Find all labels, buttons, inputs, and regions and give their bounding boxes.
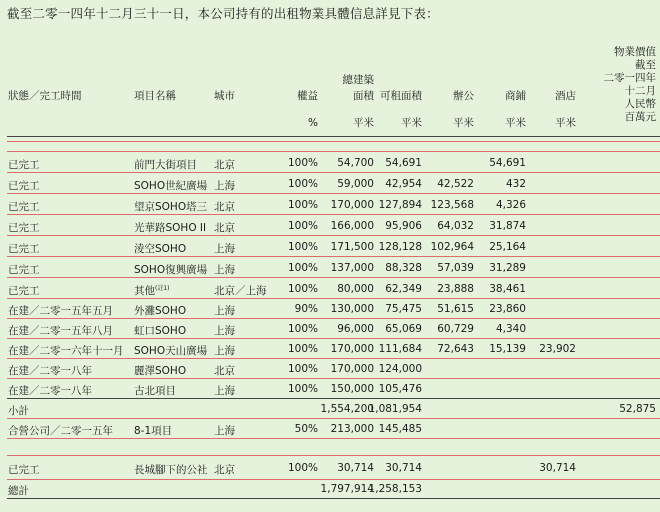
cell-gfa: 150,000 (330, 383, 374, 395)
cell-project: 8-1項目 (134, 425, 173, 437)
table-row (0, 197, 660, 213)
cell-project: 長城腳下的公社 (134, 464, 208, 476)
cell-retail: 31,289 (489, 262, 526, 274)
cell-city: 上海 (214, 425, 235, 437)
cell-gfa: 130,000 (330, 303, 374, 315)
rule-line (7, 418, 660, 419)
cell-interest: 50% (294, 423, 318, 435)
rule-line (7, 193, 660, 194)
cell-status: 已完工 (8, 180, 40, 192)
cell-project: 麗澤SOHO (134, 365, 187, 377)
header-gfa-line1: 總建築 (342, 74, 374, 86)
header-value-line: 截至 (635, 59, 656, 71)
cell-project: 外灘SOHO (134, 305, 187, 317)
cell-project: 望京SOHO塔三 (134, 201, 208, 213)
cell-office: 72,643 (437, 343, 474, 355)
footnote-marker: (註1) (155, 285, 170, 292)
table-row (0, 260, 660, 276)
cell-city: 上海 (214, 345, 235, 357)
cell-status: 在建／二零一五年八月 (8, 325, 113, 337)
header-value (586, 46, 656, 124)
cell-gfa: 170,000 (330, 363, 374, 375)
rule-line (7, 318, 660, 319)
cell-gfa: 80,000 (337, 283, 374, 295)
rule-line (7, 378, 660, 379)
table-row (0, 381, 660, 397)
cell-status: 已完工 (8, 201, 40, 213)
cell-leasable: 111,684 (378, 343, 422, 355)
cell-leasable: 127,894 (378, 199, 422, 211)
cell-project: 虹口SOHO (134, 325, 187, 337)
cell-interest: 90% (294, 303, 318, 315)
rule-line (7, 298, 660, 299)
cell-retail: 54,691 (489, 157, 526, 169)
cell-leasable: 30,714 (385, 462, 422, 474)
table-row (0, 421, 660, 437)
cell-retail: 15,139 (489, 343, 526, 355)
cell-city: 上海 (214, 325, 235, 337)
cell-gfa: 213,000 (330, 423, 374, 435)
cell-project: SOHO天山廣場 (134, 345, 208, 357)
header-city: 城市 (214, 90, 235, 102)
cell-project: 前門大街項目 (134, 159, 197, 171)
cell-leasable: 75,475 (385, 303, 422, 315)
cell-city: 上海 (214, 305, 235, 317)
cell-value: 52,875 (619, 403, 656, 415)
rule-line (7, 398, 660, 399)
rule-line (7, 151, 660, 152)
table-row-total (0, 481, 660, 497)
cell-gfa: 1,797,914 (320, 483, 374, 495)
cell-office: 23,888 (437, 283, 474, 295)
cell-gfa: 54,700 (337, 157, 374, 169)
intro-text: 截至二零一四年十二月三十一日，本公司持有的出租物業具體信息詳見下表： (7, 6, 439, 21)
cell-status: 已完工 (8, 243, 40, 255)
cell-project: 古北項目 (134, 385, 176, 397)
cell-interest: 100% (287, 323, 318, 335)
cell-project: SOHO復興廣場 (134, 264, 208, 276)
cell-gfa: 170,000 (330, 343, 374, 355)
header-interest-unit: % (308, 117, 318, 129)
cell-office: 123,568 (430, 199, 474, 211)
header-retail: 商鋪 (505, 90, 526, 102)
cell-city: 北京 (214, 365, 235, 377)
header-office: 辦公 (453, 90, 474, 102)
cell-city: 北京 (214, 201, 235, 213)
header-office-unit: 平米 (453, 117, 474, 129)
cell-gfa: 137,000 (330, 262, 374, 274)
cell-leasable: 124,000 (378, 363, 422, 375)
rule-line (7, 358, 660, 359)
cell-hotel: 30,714 (539, 462, 576, 474)
header-project: 項目名稱 (134, 90, 176, 102)
rule-line (7, 214, 660, 215)
table-row (0, 239, 660, 255)
cell-gfa: 96,000 (337, 323, 374, 335)
cell-status: 已完工 (8, 222, 40, 234)
header-hotel: 酒店 (555, 90, 576, 102)
header-value-line: 十二月 (624, 85, 656, 97)
cell-leasable: 54,691 (385, 157, 422, 169)
header-leasable: 可租面積 (380, 90, 422, 102)
cell-status: 已完工 (8, 285, 40, 297)
cell-leasable: 1,081,954 (368, 403, 422, 415)
cell-office: 57,039 (437, 262, 474, 274)
table-row (0, 176, 660, 192)
table-row (0, 321, 660, 337)
rule-line (7, 479, 660, 480)
table-row (0, 281, 660, 297)
cell-gfa: 166,000 (330, 220, 374, 232)
rule-line (7, 141, 660, 142)
table-row (0, 218, 660, 234)
cell-leasable: 42,954 (385, 178, 422, 190)
cell-office: 64,032 (437, 220, 474, 232)
cell-status: 小計 (8, 405, 29, 417)
cell-gfa: 170,000 (330, 199, 374, 211)
table-row (0, 155, 660, 171)
cell-status: 已完工 (8, 464, 40, 476)
cell-leasable: 88,328 (385, 262, 422, 274)
cell-interest: 100% (287, 241, 318, 253)
cell-interest: 100% (287, 363, 318, 375)
cell-office: 60,729 (437, 323, 474, 335)
cell-status: 已完工 (8, 264, 40, 276)
cell-project: SOHO世紀廣場 (134, 180, 208, 192)
cell-leasable: 95,906 (385, 220, 422, 232)
cell-office: 102,964 (430, 241, 474, 253)
header-value-line: 二零一四年 (603, 72, 656, 84)
cell-city: 北京 (214, 159, 235, 171)
cell-city: 上海 (214, 385, 235, 397)
cell-retail: 38,461 (489, 283, 526, 295)
table-row-subtotal (0, 401, 660, 417)
cell-status: 在建／二零一六年十一月 (8, 345, 124, 357)
rule-line (7, 235, 660, 236)
cell-city: 上海 (214, 243, 235, 255)
cell-status: 總計 (8, 485, 29, 497)
cell-project: 光華路SOHO II (134, 222, 207, 234)
cell-project-text: 其他 (134, 285, 155, 297)
cell-retail: 4,340 (495, 323, 526, 335)
cell-project (134, 283, 170, 298)
cell-city: 上海 (214, 180, 235, 192)
cell-city: 北京／上海 (214, 285, 267, 297)
cell-hotel: 23,902 (539, 343, 576, 355)
header-interest: 權益 (297, 90, 318, 102)
header-hotel-unit: 平米 (555, 117, 576, 129)
cell-interest: 100% (287, 157, 318, 169)
rule-line (7, 498, 660, 499)
rule-line (7, 338, 660, 339)
rule-line (7, 455, 660, 456)
cell-retail: 4,326 (495, 199, 526, 211)
cell-leasable: 62,349 (385, 283, 422, 295)
cell-interest: 100% (287, 343, 318, 355)
cell-office: 51,615 (437, 303, 474, 315)
cell-leasable: 65,069 (385, 323, 422, 335)
cell-status: 在建／二零一八年 (8, 365, 92, 377)
rule-line (7, 277, 660, 278)
cell-interest: 100% (287, 262, 318, 274)
cell-interest: 100% (287, 383, 318, 395)
cell-interest: 100% (287, 220, 318, 232)
header-value-line: 人民幣 (624, 98, 656, 110)
cell-leasable: 128,128 (378, 241, 422, 253)
cell-interest: 100% (287, 199, 318, 211)
cell-city: 上海 (214, 264, 235, 276)
cell-status: 已完工 (8, 159, 40, 171)
cell-leasable: 1,258,153 (368, 483, 422, 495)
cell-leasable: 145,485 (378, 423, 422, 435)
cell-interest: 100% (287, 462, 318, 474)
header-status: 狀態／完工時間 (8, 90, 82, 102)
cell-gfa: 59,000 (337, 178, 374, 190)
cell-gfa: 30,714 (337, 462, 374, 474)
rule-line (7, 136, 660, 137)
table-row (0, 460, 660, 476)
cell-gfa: 1,554,200 (320, 403, 374, 415)
cell-retail: 25,164 (489, 241, 526, 253)
table-row (0, 341, 660, 357)
header-retail-unit: 平米 (505, 117, 526, 129)
header-value-line: 物業價值 (614, 46, 656, 58)
cell-retail: 432 (505, 178, 526, 190)
cell-city: 北京 (214, 222, 235, 234)
header-gfa-line2: 面積 (353, 90, 374, 102)
table-row (0, 301, 660, 317)
cell-leasable: 105,476 (378, 383, 422, 395)
table-row (0, 361, 660, 377)
rule-line (7, 172, 660, 173)
cell-retail: 23,860 (489, 303, 526, 315)
cell-interest: 100% (287, 283, 318, 295)
cell-project: 淩空SOHO (134, 243, 187, 255)
rule-line (7, 438, 660, 439)
cell-retail: 31,874 (489, 220, 526, 232)
cell-interest: 100% (287, 178, 318, 190)
cell-status: 在建／二零一五年五月 (8, 305, 113, 317)
cell-status: 在建／二零一八年 (8, 385, 92, 397)
cell-gfa: 171,500 (330, 241, 374, 253)
rule-line (7, 256, 660, 257)
header-gfa-unit: 平米 (353, 117, 374, 129)
cell-status: 合營公司／二零一五年 (8, 425, 113, 437)
header-leasable-unit: 平米 (401, 117, 422, 129)
cell-city: 北京 (214, 464, 235, 476)
cell-office: 42,522 (437, 178, 474, 190)
header-value-line: 百萬元 (624, 111, 656, 123)
